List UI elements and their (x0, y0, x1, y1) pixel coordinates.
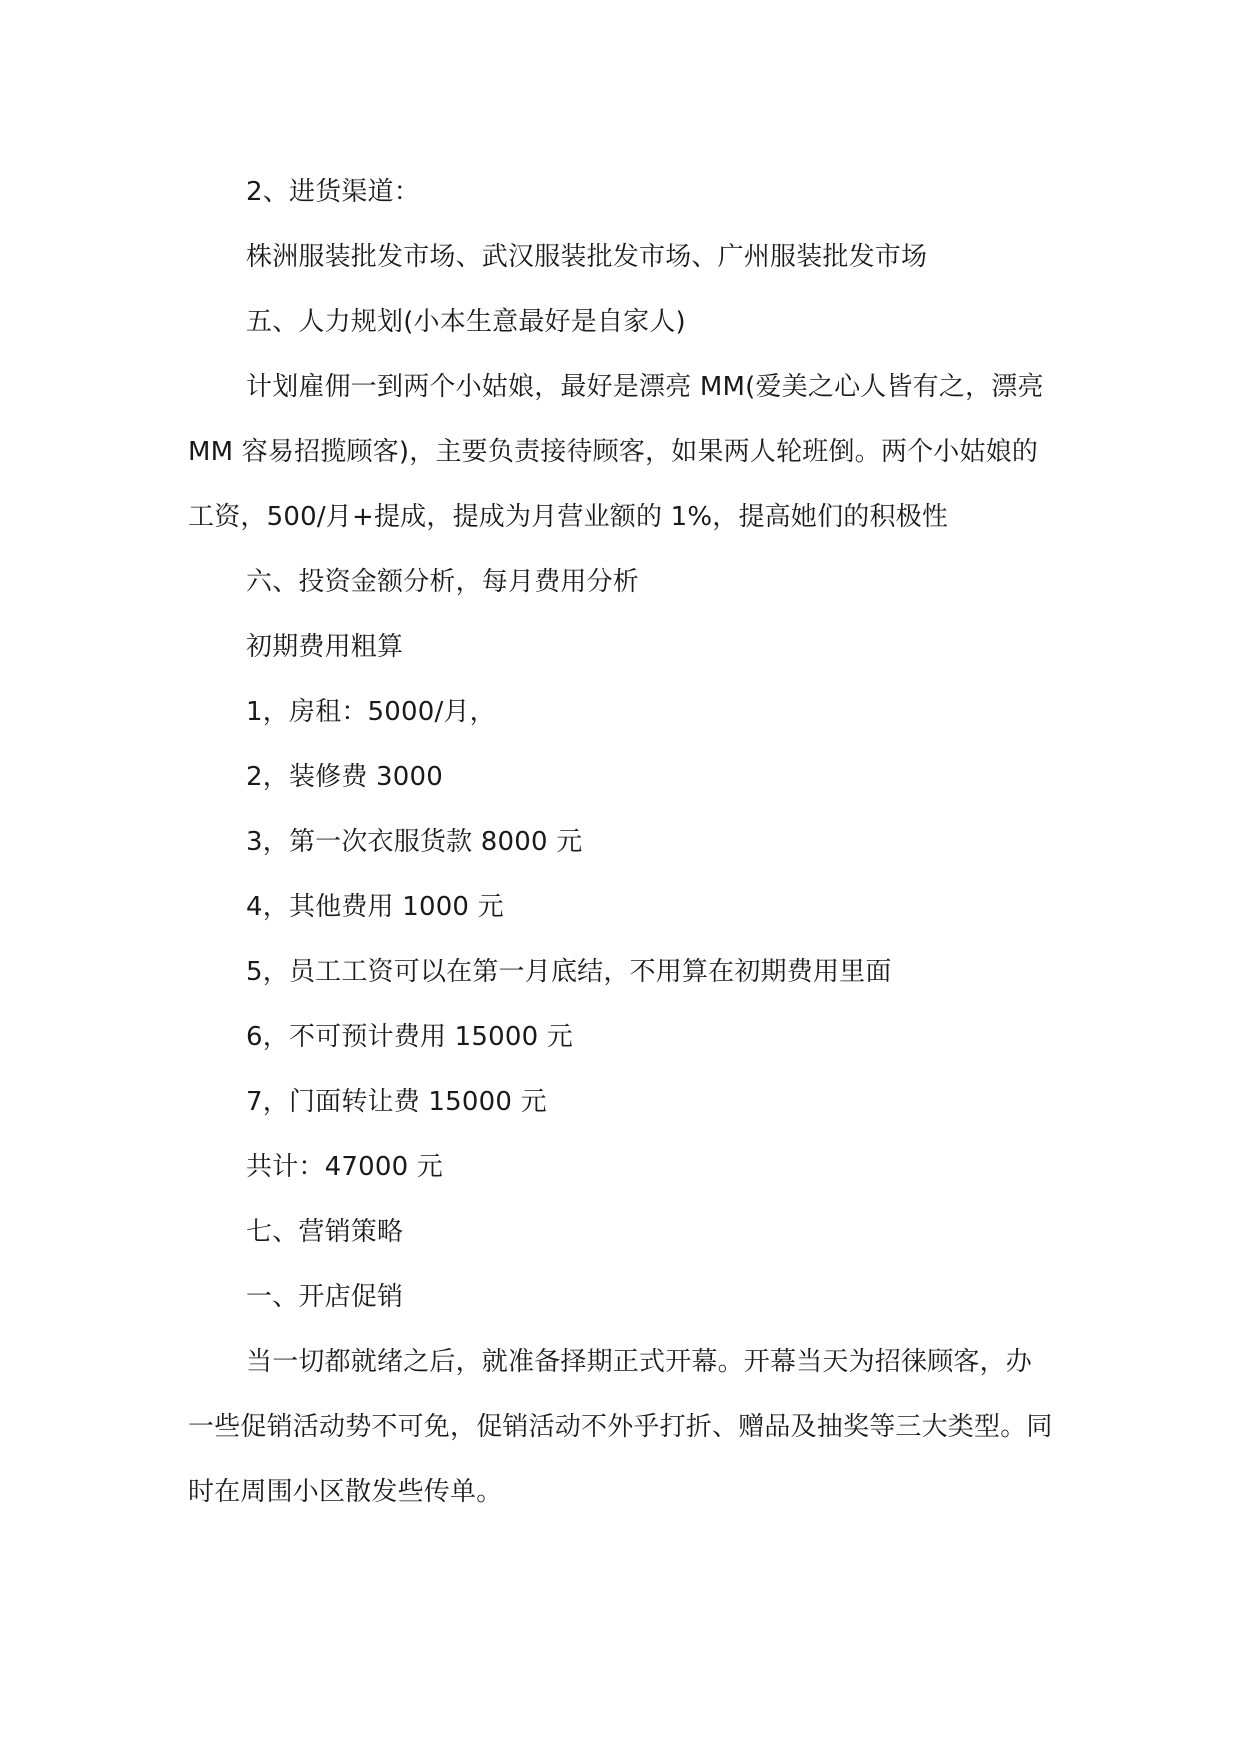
paragraph-opening-promo-heading: 一、开店促销 (246, 1282, 404, 1312)
paragraph-investment-heading: 六、投资金额分析，每月费用分析 (246, 567, 640, 597)
document-body (188, 160, 1058, 1525)
paragraph-staffing-heading: 五、人力规划(小本生意最好是自家人) (246, 307, 686, 337)
paragraph-marketing-heading: 七、营销策略 (246, 1217, 404, 1247)
paragraph-wholesale-markets: 株洲服装批发市场、武汉服装批发市场、广州服装批发市场 (246, 242, 928, 272)
list-item-renovation: 2，装修费 3000 (246, 762, 443, 792)
list-item-rent: 1，房租：5000/月， (246, 697, 496, 727)
list-item-other-costs: 4，其他费用 1000 元 (246, 892, 504, 922)
list-item-first-stock: 3，第一次衣服货款 8000 元 (246, 827, 583, 857)
list-item-unforeseen: 6，不可预计费用 15000 元 (246, 1022, 573, 1052)
paragraph-total: 共计：47000 元 (246, 1152, 443, 1182)
paragraph-purchase-channels-heading: 2、进货渠道： (246, 177, 420, 207)
list-item-transfer-fee: 7，门面转让费 15000 元 (246, 1087, 547, 1117)
paragraph-opening-promo-body: 当一切都就绪之后，就准备择期正式开幕。开幕当天为招徕顾客，办一些促销活动势不可免，促销活动不外乎打折、赠品及抽奖等三大类型。同时在周围小区散发些传单。 (188, 1347, 1053, 1507)
paragraph-initial-cost-heading: 初期费用粗算 (246, 632, 404, 662)
paragraph-staffing-plan: 计划雇佣一到两个小姑娘，最好是漂亮 MM(爱美之心人皆有之，漂亮 MM 容易招揽顾客)，主要负责接待顾客，如果两人轮班倒。两个小姑娘的工资，500/月+提成，提成为月营业额的 1%，提高她们的积极性 (188, 372, 1044, 532)
list-item-wages: 5，员工工资可以在第一月底结，不用算在初期费用里面 (246, 957, 892, 987)
